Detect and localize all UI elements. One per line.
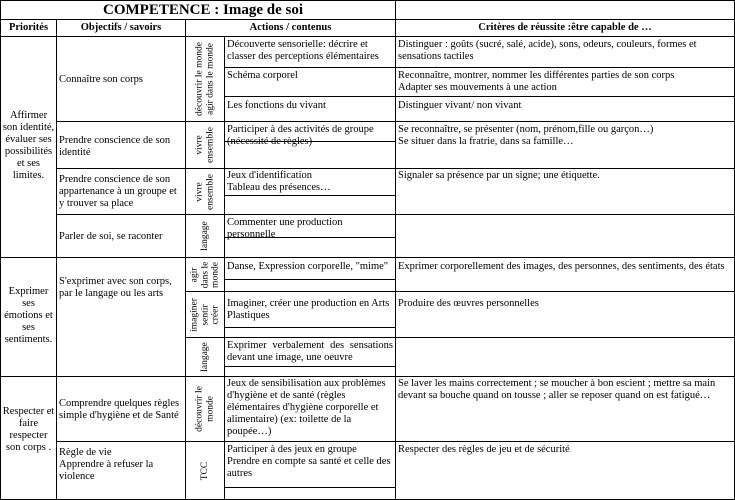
grid-line <box>224 37 225 500</box>
objective-line: Apprendre à refuser la violence <box>59 459 154 482</box>
action-cell: Les fonctions du vivant <box>227 100 326 111</box>
grid-line <box>0 0 735 1</box>
criteria-line: Adapter ses mouvements à une action <box>398 82 557 93</box>
criteria-line: Se situer dans la fratrie, dans sa famille… <box>398 136 574 147</box>
page-title: COMPETENCE : Image de soi <box>103 2 303 18</box>
domain-label: découvrir le monde agir dans le monde <box>194 42 215 116</box>
domain-label: agir dans le monde <box>189 261 221 288</box>
action-line: Tableau des présences… <box>227 182 331 193</box>
criteria-cell: Respecter des règles de jeu et de sécurité <box>398 444 570 455</box>
grid-line <box>0 19 735 20</box>
criteria-cell: Se laver les mains correctement ; se moucher à bon escient ; mettre sa main devant sa bouche quand on tousse ; aller se reposer quand on est fatigué… <box>398 378 716 401</box>
grid-line <box>0 0 1 500</box>
objective-cell: S'exprimer avec son corps, par le langage ou les arts <box>59 276 172 299</box>
action-line: Participer à des jeux en groupe <box>227 444 357 455</box>
grid-line <box>224 366 395 367</box>
grid-line <box>224 67 735 68</box>
domain-cell <box>186 169 224 214</box>
criteria-line: Se reconnaître, se présenter (nom, prénom,fille ou garçon…) <box>398 124 654 135</box>
domain-label: vivre ensemble <box>194 127 215 163</box>
objective-cell: Comprendre quelques règles simple d'hygiène et de Santé <box>59 398 180 421</box>
grid-line <box>224 487 395 488</box>
action-cell: Participer à des activités de groupe (nécessité de règles) <box>227 124 374 147</box>
action-cell: Exprimer verbalement des sensations devant une image, une oeuvre <box>227 340 393 363</box>
domain-label: TCC <box>199 461 210 480</box>
objective-cell <box>59 447 183 483</box>
action-line: Prendre en compte sa santé et celle des autres <box>227 456 391 479</box>
grid-line <box>56 441 735 442</box>
domain-cell <box>186 258 224 291</box>
criteria-cell: Distinguer vivant/ non vivant <box>398 100 522 111</box>
action-cell: Commenter une production personnelle <box>227 217 343 240</box>
grid-line <box>395 0 396 500</box>
grid-line <box>224 279 395 280</box>
action-cell: Découverte sensorielle: décrire et classer des perceptions élémentaires <box>227 39 379 62</box>
criteria-cell: Signaler sa présence par un signe; une étiquette. <box>398 170 600 181</box>
priority-cell: Respecter et faire respecter son corps . <box>2 406 55 453</box>
criteria-cell <box>398 70 732 94</box>
priority-cell: Exprimer ses émotions et ses sentiments. <box>4 286 53 345</box>
domain-cell <box>186 122 224 168</box>
domain-label: imaginer sentir créer <box>189 297 221 332</box>
grid-line <box>224 195 395 196</box>
domain-cell <box>186 338 224 376</box>
grid-line <box>56 168 735 169</box>
action-line: Jeux d'identification <box>227 170 312 181</box>
domain-cell <box>186 292 224 337</box>
grid-line <box>56 121 735 122</box>
objective-cell: Connaître son corps <box>59 74 143 85</box>
grid-line <box>0 376 735 377</box>
priority-cell: Affirmer son identité, évaluer ses possibilités et ses limites. <box>2 110 55 181</box>
action-cell: Schéma corporel <box>227 70 298 81</box>
action-cell: Danse, Expression corporelle, "mime" <box>227 261 389 272</box>
domain-cell <box>186 377 224 441</box>
grid-line <box>56 214 735 215</box>
objective-cell: Prendre conscience de son identité <box>59 135 171 158</box>
action-cell <box>227 444 393 480</box>
objective-cell: Parler de soi, se raconter <box>59 231 163 242</box>
header-priorites: Priorités <box>8 22 49 33</box>
grid-line <box>224 327 395 328</box>
domain-cell <box>186 442 224 499</box>
domain-label: découvrir le monde <box>194 386 215 432</box>
domain-label: langage <box>199 221 210 251</box>
grid-line <box>185 337 735 338</box>
header-objectifs: Objectifs / savoirs <box>80 22 162 33</box>
domain-label: vivre ensemble <box>194 173 215 210</box>
header-criteres: Critères de réussite :être capable de … <box>478 22 652 33</box>
objective-line: Règle de vie <box>59 447 112 458</box>
grid-line <box>224 96 735 97</box>
header-actions: Actions / contenus <box>249 22 332 33</box>
grid-line <box>0 36 735 37</box>
objective-cell: Prendre conscience de son appartenance à un groupe et y trouver sa place <box>59 174 177 209</box>
grid-line <box>185 291 735 292</box>
criteria-cell: Exprimer corporellement des images, des personnes, des sentiments, des états <box>398 261 725 272</box>
action-cell <box>227 170 393 194</box>
domain-cell <box>186 37 224 121</box>
domain-label: langage <box>199 342 210 372</box>
criteria-line: Reconnaître, montrer, nommer les différentes parties de son corps <box>398 70 675 81</box>
action-cell: Imaginer, créer une production en Arts Plastiques <box>227 298 390 321</box>
domain-cell <box>186 215 224 257</box>
action-cell: Jeux de sensibilisation aux problèmes d'hygiène et de santé (règles élémentaires d'hygiène corporelle et alimentaire) (ex: toilette de la poupée…) <box>227 378 386 437</box>
criteria-cell <box>398 124 732 148</box>
grid-line <box>56 20 57 500</box>
criteria-cell: Distinguer : goûts (sucré, salé, acide), sons, odeurs, couleurs, formes et sensations tactiles <box>398 39 697 62</box>
grid-line <box>0 257 735 258</box>
criteria-cell: Produire des œuvres personnelles <box>398 298 539 309</box>
